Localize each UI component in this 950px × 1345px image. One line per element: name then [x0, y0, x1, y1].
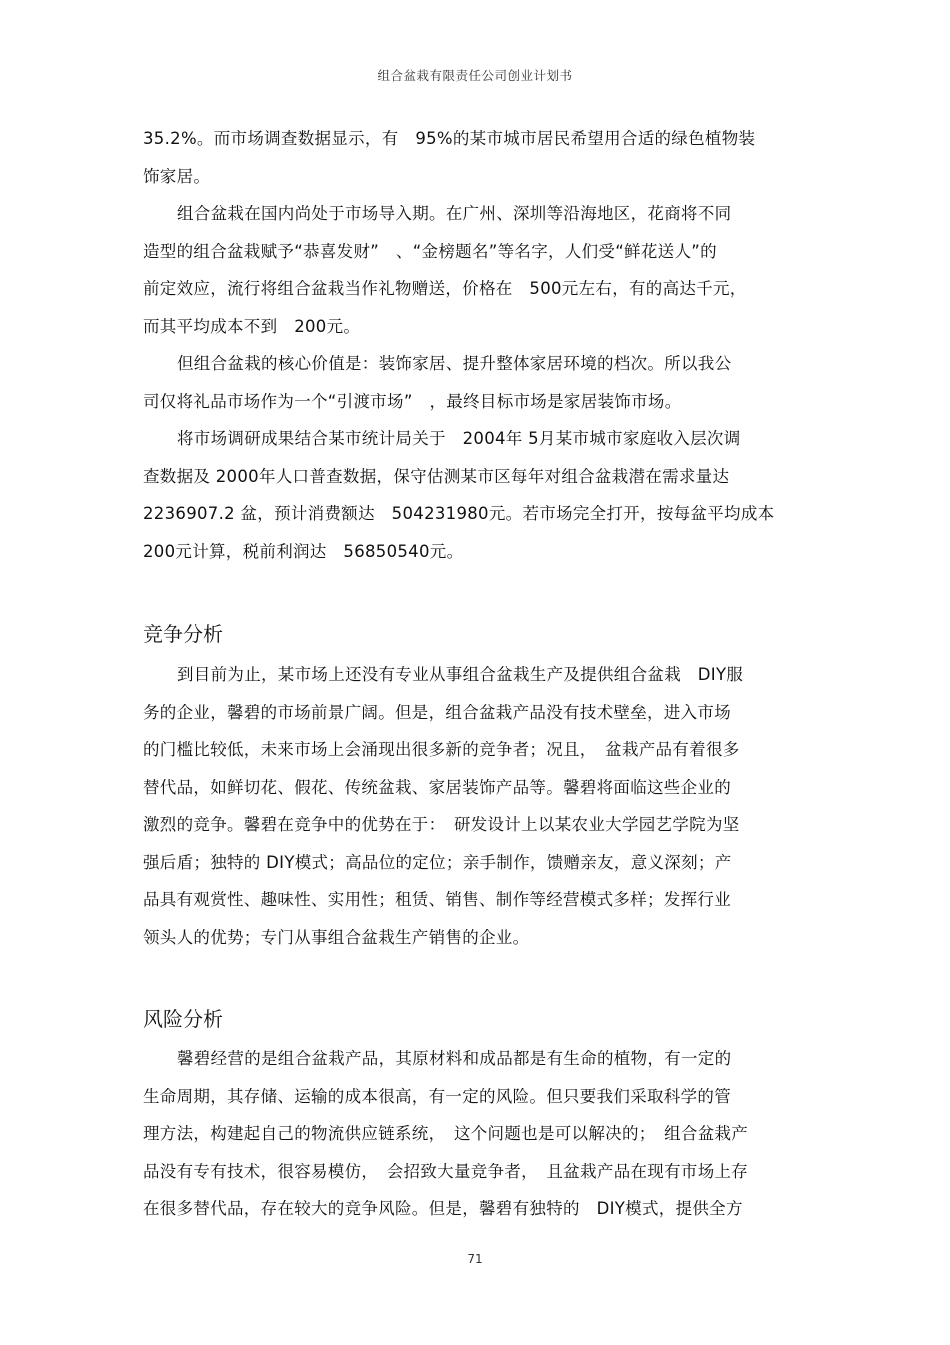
text-line: 查数据及 2000年人口普查数据，保守估测某市区每年对组合盆栽潜在需求量达 — [143, 466, 730, 486]
text-line: 前定效应，流行将组合盆栽当作礼物赠送，价格在 500元左右，有的高达千元， — [143, 279, 747, 298]
market-text — [143, 120, 811, 570]
text-line: 务的企业，馨碧的市场前景广阔。但是，组合盆栽产品没有技术壁垒，进入市场 — [143, 702, 731, 722]
text-line: 理方法，构建起自己的物流供应链系统， 这个问题也是可以解决的； 组合盆栽产 — [143, 1124, 749, 1143]
text-line: 的门槛比较低，未来市场上会涌现出很多新的竞争者；况且， 盆栽产品有着很多 — [143, 740, 740, 759]
text-line: 将市场调研成果结合某市统计局关于 2004年 5月某市城市家庭收入层次调 — [177, 429, 741, 448]
text-line: 品没有专有技术，很容易模仿， 会招致大量竞争者， 且盆栽产品在现有市场上存 — [143, 1161, 749, 1181]
page-number: 71 — [467, 1252, 483, 1266]
text-line: 强后盾；独特的 DIY模式；高品位的定位；亲手制作，馈赠亲友，意义深刻；产 — [143, 852, 732, 872]
text-line: 到目前为止，某市场上还没有专业从事组合盆栽生产及提供组合盆栽 DIY服 — [177, 665, 744, 684]
text-line: 激烈的竞争。馨碧在竞争中的优势在于： 研发设计上以某农业大学园艺学院为坚 — [143, 815, 740, 834]
text-line: 领头人的优势；专门从事组合盆栽生产销售的企业。 — [143, 927, 530, 947]
risk-text — [143, 1040, 811, 1228]
section-heading-risk: 风险分析 — [143, 1007, 223, 1031]
text-line: 但组合盆栽的核心价值是：装饰家居、提升整体家居环境的档次。所以我公 — [177, 354, 732, 373]
text-line: 造型的组合盆栽赋予“恭喜发财” 、“金榜题名”等名字，人们受“鲜花送人”的 — [143, 241, 717, 261]
text-line: 2236907.2 盆，预计消费额达 504231980元。若市场完全打开，按每盆平均成本 — [143, 504, 775, 523]
running-header: 组合盆栽有限责任公司创业计划书 — [377, 68, 573, 83]
text-line: 司仅将礼品市场作为一个“引渡市场” ，最终目标市场是家居装饰市场。 — [143, 391, 682, 411]
text-line: 生命周期，其存储、运输的成本很高，有一定的风险。但只要我们采取科学的管 — [143, 1086, 731, 1106]
text-line: 200元计算，税前利润达 56850540元。 — [143, 541, 464, 561]
text-line: 饰家居。 — [143, 166, 211, 186]
text-line: 品具有观赏性、趣味性、实用性；租赁、销售、制作等经营模式多样；发挥行业 — [143, 890, 731, 909]
text-line: 35.2%。而市场调查数据显示，有 95%的某市城市居民希望用合适的绿色植物装 — [143, 129, 756, 148]
competition-text — [143, 656, 811, 956]
text-line: 替代品，如鲜切花、假花、传统盆栽、家居装饰产品等。馨碧将面临这些企业的 — [143, 777, 731, 797]
text-line: 组合盆栽在国内尚处于市场导入期。在广州、深圳等沿海地区，花商将不同 — [177, 204, 732, 223]
section-heading-competition: 竞争分析 — [143, 622, 223, 646]
text-line: 而其平均成本不到 200元。 — [143, 316, 361, 336]
text-line: 馨碧经营的是组合盆栽产品，其原材料和成品都是有生命的植物，有一定的 — [177, 1049, 732, 1068]
text-line: 在很多替代品，存在较大的竞争风险。但是，馨碧有独特的 DIY模式，提供全方 — [143, 1199, 743, 1218]
